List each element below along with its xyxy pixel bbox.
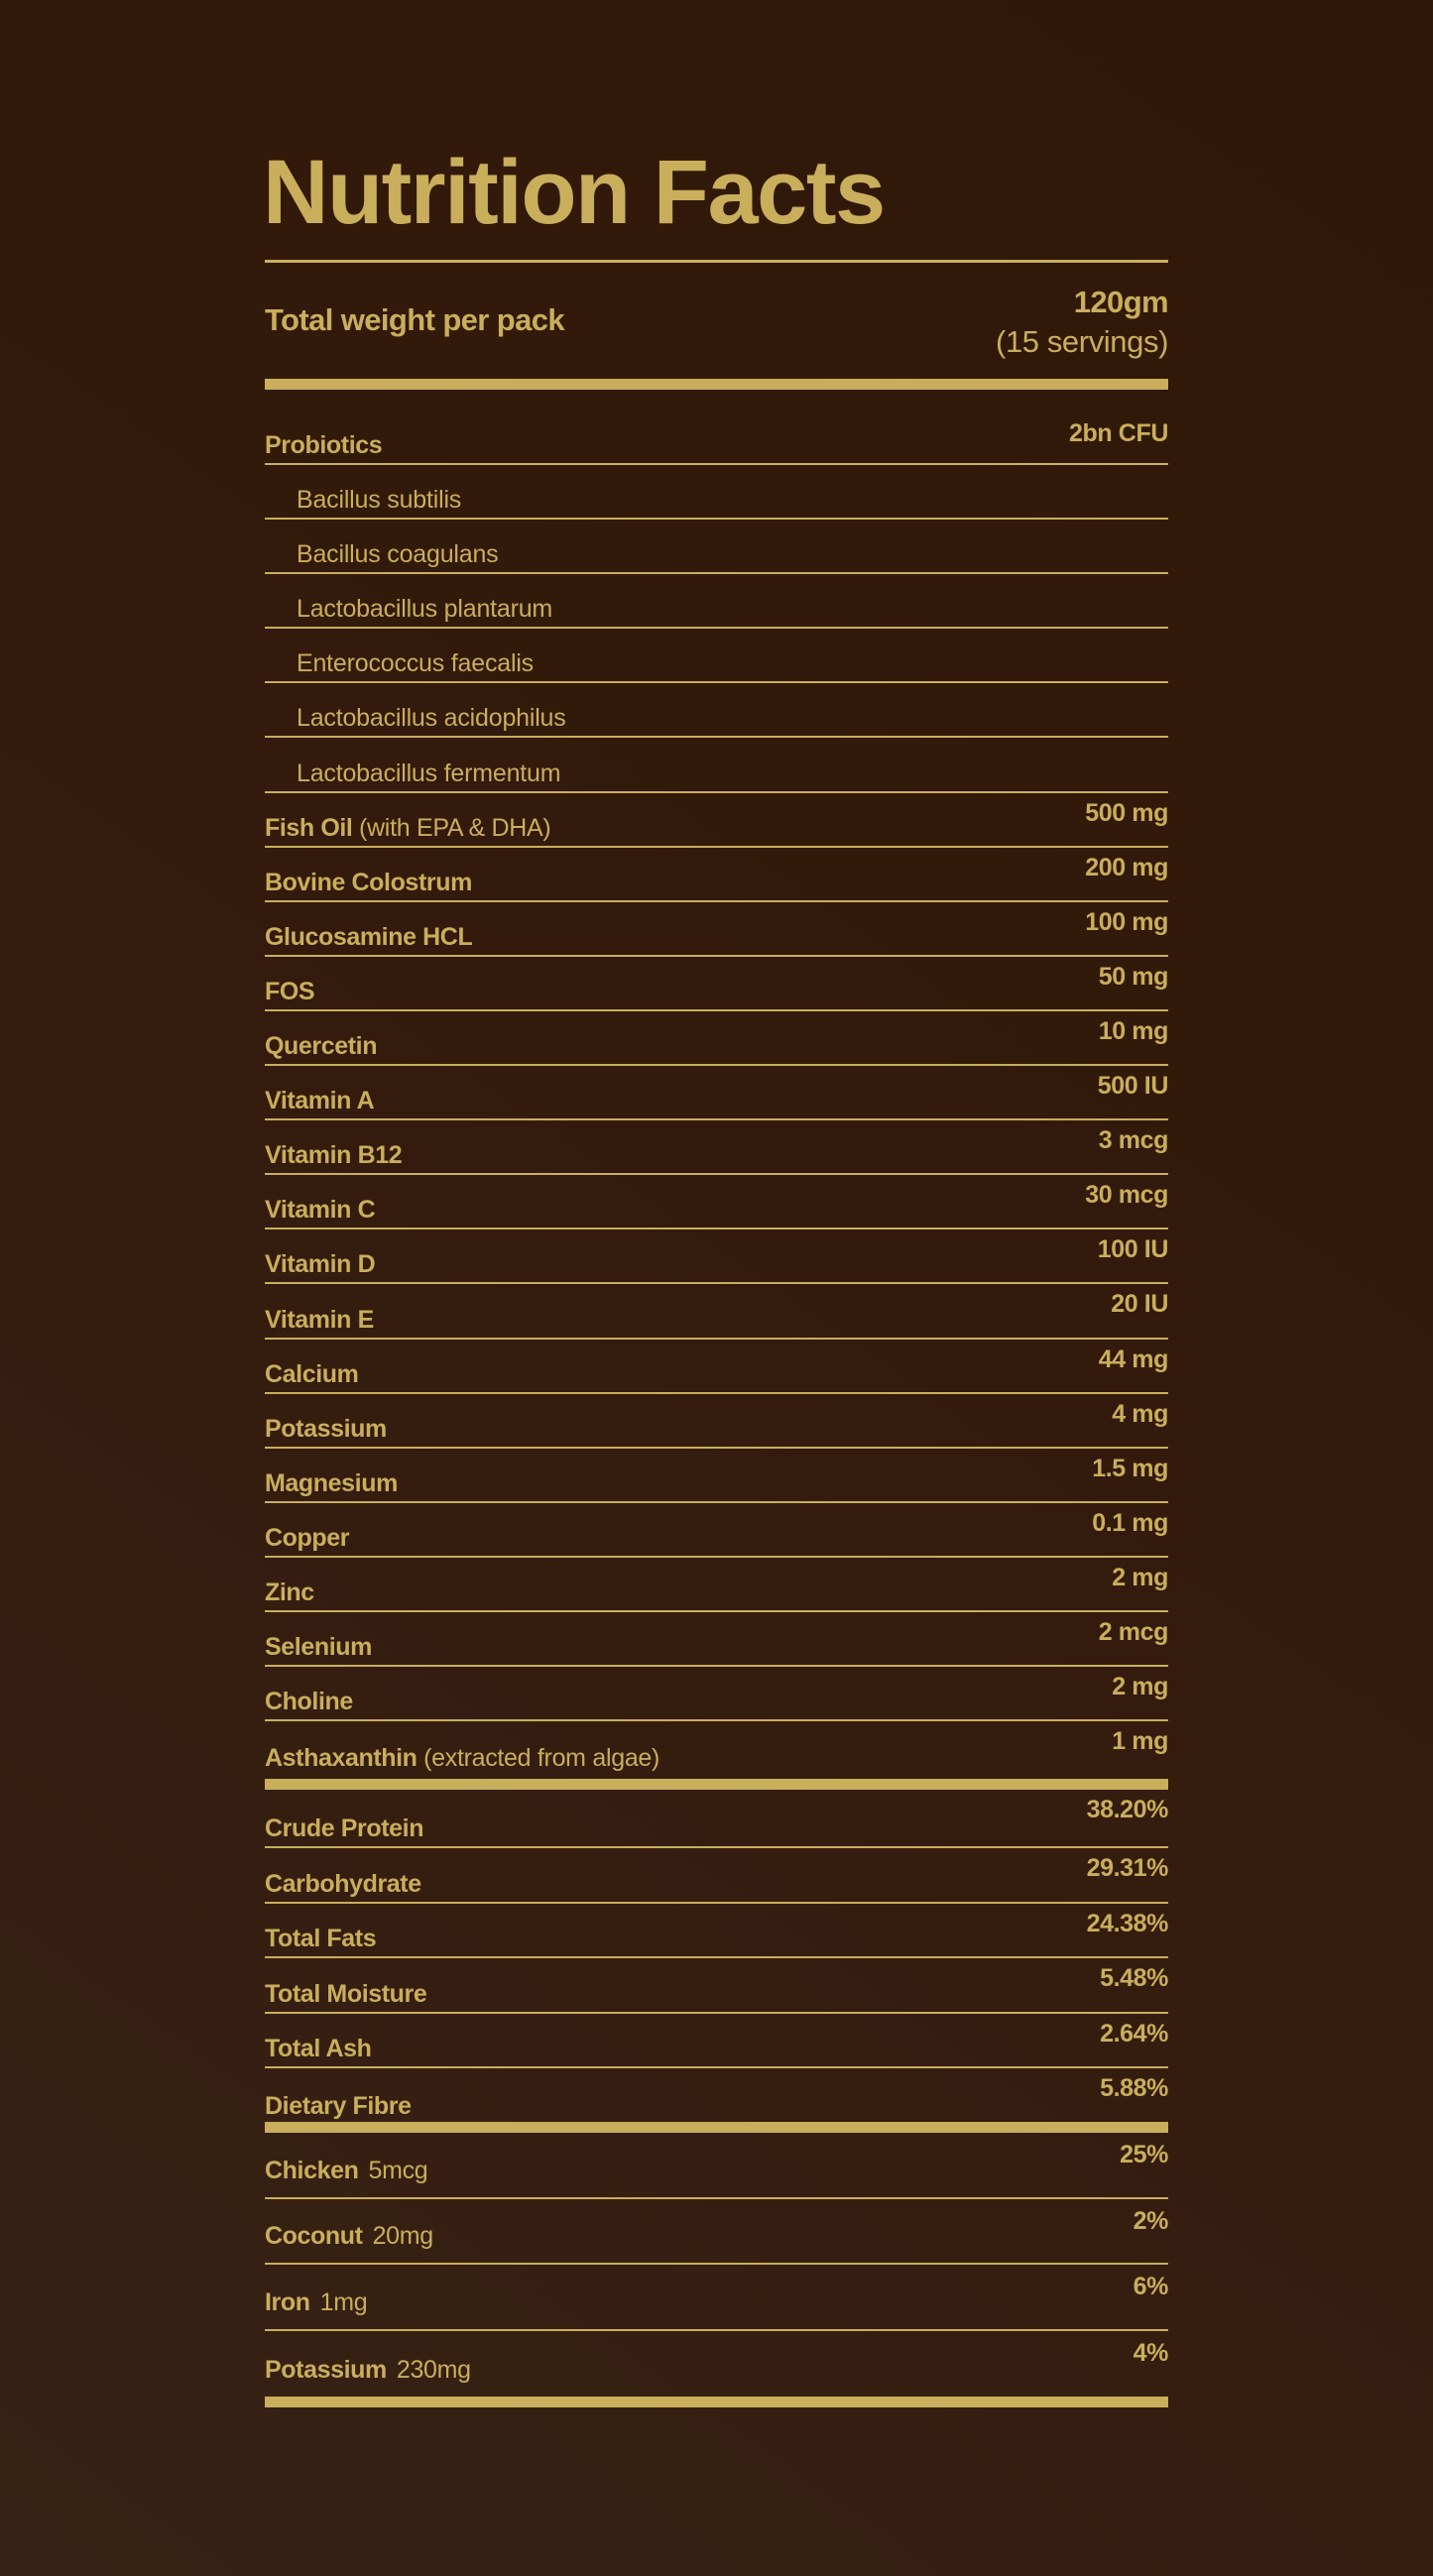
nutrient-row <box>265 1503 1168 1558</box>
nutrient-name-text: Fish Oil <box>265 813 353 842</box>
nutrient-row <box>265 1175 1168 1229</box>
nutrient-name: Glucosamine HCL <box>265 922 473 951</box>
nutrient-name: Potassium <box>265 1414 387 1443</box>
weight-amount: 120gm <box>1073 285 1168 319</box>
daily-value-percent: 6% <box>1133 2273 1168 2300</box>
composition-name: Carbohydrate <box>265 1869 421 1898</box>
composition-value: 38.20% <box>1086 1796 1168 1823</box>
section-divider-thick <box>265 1779 1168 1790</box>
nutrient-value: 0.1 mg <box>1092 1508 1168 1537</box>
composition-value: 24.38% <box>1086 1909 1168 1937</box>
nutrient-value: 4 mg <box>1112 1399 1168 1428</box>
daily-value-amount: 20mg <box>372 2222 433 2250</box>
nutrient-name: FOS <box>265 977 315 1005</box>
nutrient-row <box>265 1449 1168 1503</box>
composition-section <box>265 1790 1168 2124</box>
daily-value-row <box>265 2331 1168 2398</box>
nutrient-row <box>265 1721 1168 1776</box>
nutrient-row <box>265 902 1168 957</box>
composition-name: Total Moisture <box>265 1979 427 2008</box>
composition-row <box>265 2068 1168 2124</box>
nutrient-value: 3 mcg <box>1098 1126 1168 1155</box>
daily-value-amount: 5mcg <box>368 2156 428 2184</box>
daily-value-percent: 2% <box>1133 2206 1168 2235</box>
daily-value-percent: 4% <box>1133 2338 1168 2367</box>
nutrient-row <box>265 848 1168 902</box>
composition-value: 5.48% <box>1100 1964 1168 1993</box>
nutrient-value: 500 mg <box>1085 798 1168 827</box>
nutrient-row <box>265 1340 1168 1394</box>
probiotic-strain-row <box>265 574 1168 629</box>
daily-value-name-text: Coconut <box>265 2222 363 2250</box>
composition-name: Dietary Fibre <box>265 2091 412 2120</box>
daily-value-row <box>265 2199 1168 2266</box>
nutrient-value: 1.5 mg <box>1092 1454 1168 1482</box>
nutrient-row <box>265 1558 1168 1612</box>
composition-row <box>265 2014 1168 2069</box>
strain-name: Lactobacillus fermentum <box>297 759 561 787</box>
total-weight-value <box>996 283 1168 362</box>
daily-value-row <box>265 2265 1168 2331</box>
nutrient-value: 50 mg <box>1098 962 1168 991</box>
daily-values-section <box>265 2133 1168 2397</box>
nutrient-name: Vitamin A <box>265 1087 375 1115</box>
nutrient-row <box>265 1394 1168 1449</box>
daily-value-name-text: Potassium <box>265 2356 387 2384</box>
nutrient-name: Selenium <box>265 1633 372 1662</box>
nutrient-name: Choline <box>265 1688 353 1716</box>
nutrient-value: 30 mcg <box>1085 1181 1168 1210</box>
nutrient-row <box>265 1120 1168 1175</box>
probiotic-strain-row <box>265 683 1168 738</box>
daily-value-name <box>265 2356 471 2385</box>
probiotic-strain-row <box>265 738 1168 792</box>
daily-value-name-text: Chicken <box>265 2156 359 2184</box>
nutrient-value: 200 mg <box>1085 853 1168 881</box>
nutrient-value: 500 IU <box>1097 1072 1168 1101</box>
nutrient-name <box>265 1744 659 1773</box>
nutrient-name: Quercetin <box>265 1032 378 1061</box>
composition-value: 2.64% <box>1100 2019 1168 2048</box>
nutrient-value: 10 mg <box>1098 1016 1168 1045</box>
nutrient-name: Copper <box>265 1523 350 1552</box>
nutrient-name: Zinc <box>265 1578 314 1606</box>
nutrient-value: 1 mg <box>1112 1727 1168 1756</box>
strain-name: Enterococcus faecalis <box>297 649 534 678</box>
probiotic-strain-row <box>265 629 1168 683</box>
daily-value-amount: 1mg <box>319 2287 368 2316</box>
composition-row <box>265 1904 1168 1959</box>
nutrient-name: Bovine Colostrum <box>265 868 472 896</box>
nutrient-row <box>265 957 1168 1011</box>
nutrient-name: Vitamin B12 <box>265 1141 403 1170</box>
daily-value-amount: 230mg <box>396 2356 471 2384</box>
daily-value-name-text: Iron <box>265 2287 310 2316</box>
total-weight-label: Total weight per pack <box>265 302 565 337</box>
nutrient-value: 44 mg <box>1098 1345 1168 1373</box>
nutrient-value: 2 mg <box>1112 1563 1168 1591</box>
strain-name: Lactobacillus plantarum <box>297 595 553 624</box>
composition-name: Crude Protein <box>265 1815 424 1842</box>
composition-row <box>265 1790 1168 1848</box>
nutrient-name-text: Asthaxanthin <box>265 1744 418 1773</box>
nutrient-note: (extracted from algae) <box>423 1744 660 1773</box>
nutrient-value: 2bn CFU <box>1069 419 1168 447</box>
nutrient-row <box>265 1011 1168 1066</box>
nutrient-row <box>265 1667 1168 1721</box>
nutrient-name <box>265 814 550 843</box>
nutrient-value: 100 mg <box>1085 907 1168 936</box>
daily-value-name <box>265 2222 433 2251</box>
nutrient-name: Vitamin D <box>265 1250 376 1279</box>
nutrient-value: 100 IU <box>1097 1235 1168 1264</box>
nutrient-row-probiotics <box>265 390 1168 465</box>
nutrient-name: Vitamin C <box>265 1196 376 1225</box>
total-weight-row <box>265 263 1168 379</box>
nutrient-row <box>265 1229 1168 1284</box>
daily-value-percent: 25% <box>1120 2141 1168 2168</box>
composition-row <box>265 1848 1168 1904</box>
nutrient-row <box>265 1612 1168 1667</box>
strain-name: Bacillus coagulans <box>297 540 499 569</box>
bottom-divider-thick <box>265 2397 1168 2407</box>
composition-value: 29.31% <box>1086 1854 1168 1882</box>
nutrient-name: Magnesium <box>265 1468 398 1497</box>
daily-value-name <box>265 2288 367 2317</box>
page-title: Nutrition Facts <box>263 142 885 243</box>
ingredients-section <box>265 390 1168 1776</box>
servings-count: (15 servings) <box>996 324 1168 359</box>
nutrient-value: 2 mcg <box>1098 1617 1168 1646</box>
nutrient-value: 2 mg <box>1112 1673 1168 1701</box>
daily-value-name <box>265 2157 427 2185</box>
section-divider-thick <box>265 2122 1168 2133</box>
strain-name: Bacillus subtilis <box>297 486 462 515</box>
nutrient-name: Vitamin E <box>265 1305 374 1334</box>
composition-row <box>265 1958 1168 2014</box>
nutrient-name: Probiotics <box>265 431 383 459</box>
composition-name: Total Ash <box>265 2035 372 2063</box>
nutrient-note: (with EPA & DHA) <box>359 813 551 842</box>
nutrient-name: Calcium <box>265 1359 359 1388</box>
daily-value-row <box>265 2133 1168 2199</box>
strain-name: Lactobacillus acidophilus <box>297 704 566 733</box>
nutrient-row <box>265 1066 1168 1120</box>
composition-value: 5.88% <box>1100 2074 1168 2103</box>
nutrient-row <box>265 1284 1168 1339</box>
nutrient-row <box>265 793 1168 848</box>
probiotic-strain-row <box>265 520 1168 574</box>
probiotic-strain-row <box>265 465 1168 520</box>
composition-name: Total Fats <box>265 1925 377 1953</box>
section-divider-thick <box>265 379 1168 390</box>
nutrient-value: 20 IU <box>1111 1290 1168 1319</box>
